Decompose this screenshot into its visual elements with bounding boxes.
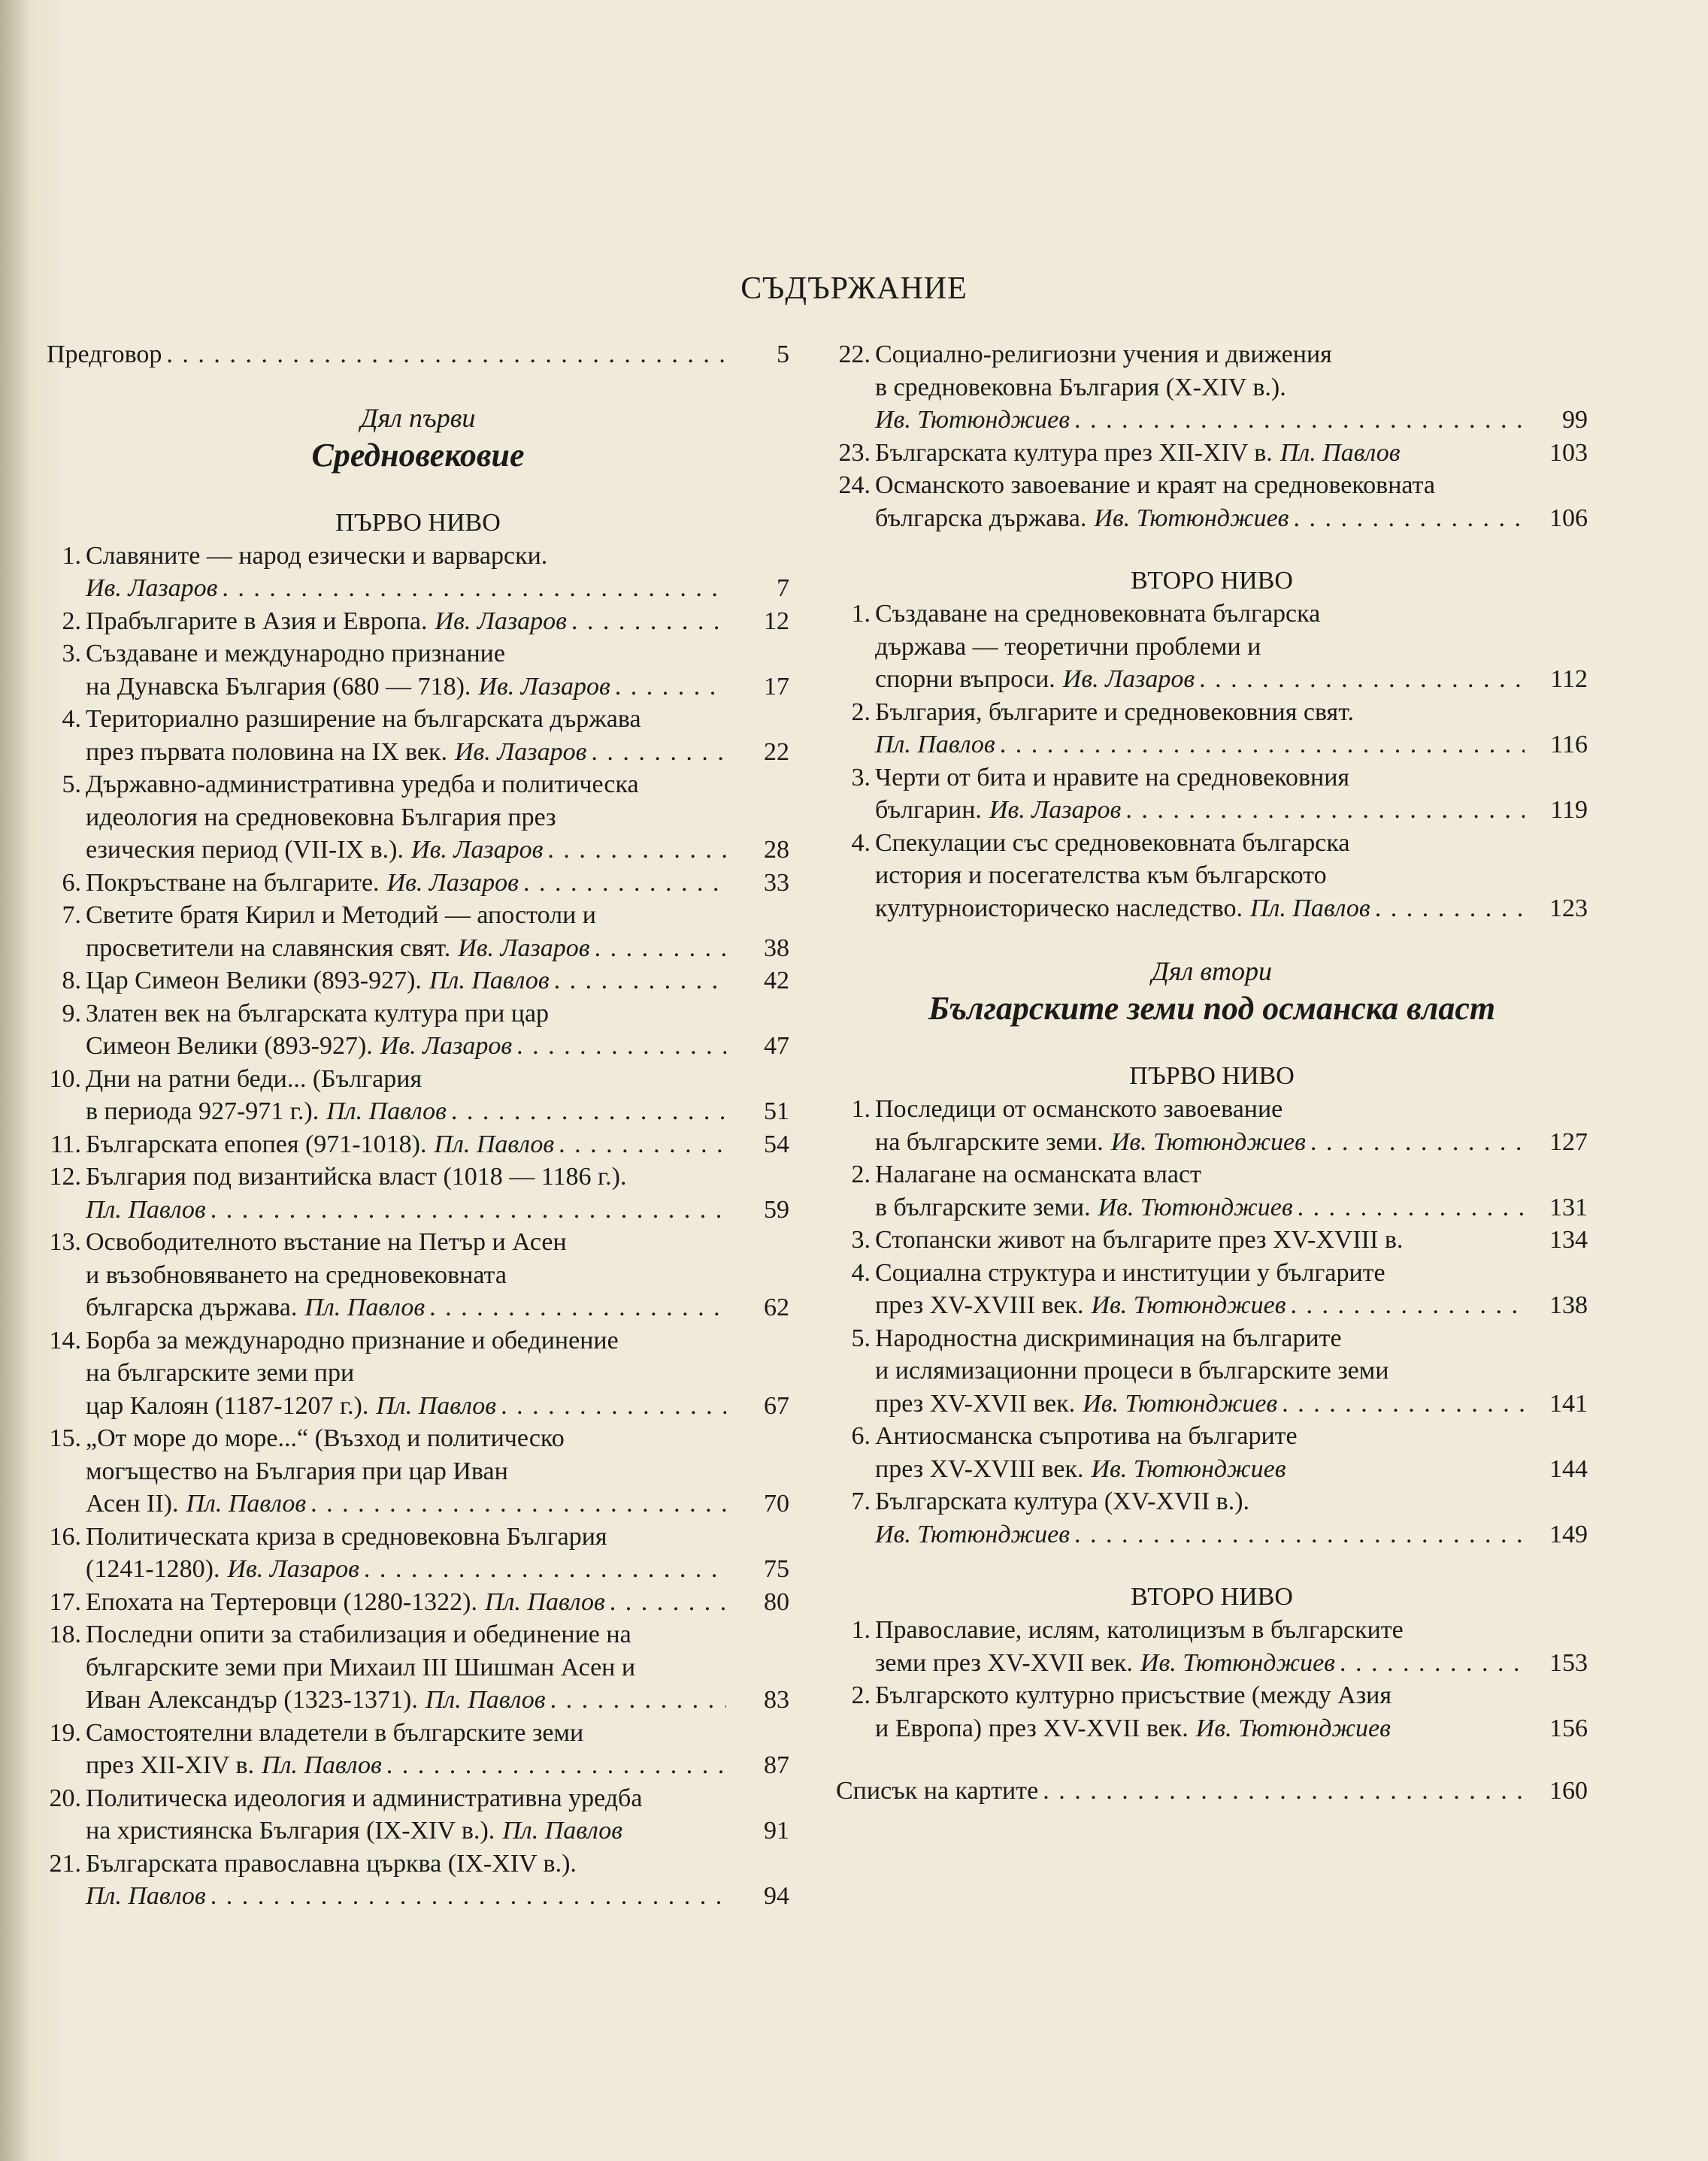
entry-page-number: 138	[1549, 1291, 1588, 1319]
entry-number: 1.	[62, 541, 81, 570]
leader-dots	[386, 1749, 726, 1782]
leader-dots	[1074, 404, 1525, 437]
entry-title-line: през XV-XVIII век.	[875, 1291, 1084, 1319]
entry-author: Ив. Лазаров	[458, 934, 590, 962]
toc-entry[interactable]	[47, 899, 789, 964]
entry-title-line: Асен II).	[86, 1490, 179, 1518]
entry-number: 4.	[851, 828, 871, 857]
entry-title-line: на българските земи.	[875, 1127, 1104, 1156]
leader-dots	[1293, 502, 1525, 535]
entry-number: 2.	[851, 1681, 871, 1709]
leader-dots	[516, 1030, 726, 1063]
entry-number: 21.	[49, 1849, 81, 1878]
entry-title-line: идеология на средновековна България през	[86, 803, 556, 831]
leader-dots	[1074, 1518, 1525, 1551]
toc-entry[interactable]	[47, 1618, 789, 1717]
leader-dots	[523, 867, 726, 900]
level-heading: ПЪРВО НИВО	[1129, 1062, 1295, 1090]
toc-list	[836, 1093, 1588, 1551]
toc-entry[interactable]	[836, 338, 1588, 437]
preface-entry[interactable]	[47, 338, 789, 371]
entry-title-line: Цар Симеон Велики (893-927).	[86, 967, 422, 994]
entry-title-line: Иван Александър (1323-1371).	[86, 1686, 418, 1714]
entry-title-line: езическия период (VII-IX в.).	[86, 836, 404, 864]
entry-author: Ив. Тютюнджиев	[1140, 1648, 1335, 1677]
level-heading: ВТОРО НИВО	[1131, 567, 1293, 595]
entry-author: Пл. Павлов	[875, 731, 995, 758]
entry-title-line: Православие, ислям, католицизъм в българските	[875, 1616, 1404, 1644]
entry-author: Ив. Лазаров	[227, 1555, 359, 1583]
toc-entry[interactable]	[836, 696, 1588, 761]
entry-page-number: 22	[764, 737, 789, 766]
entry-page-number: 119	[1550, 796, 1588, 824]
entry-title-line: българин.	[875, 796, 982, 824]
entry-page-number: 75	[764, 1555, 789, 1583]
entry-page-number: 87	[764, 1751, 789, 1779]
entry-author: Ив. Тютюнджиев	[1091, 1291, 1286, 1319]
entry-page-number: 62	[764, 1294, 789, 1321]
entry-number: 1.	[851, 1616, 871, 1644]
entry-title-line: Политическата криза в средновековна България	[86, 1522, 607, 1551]
entry-title-line: Политическа идеология и административна уредба	[86, 1784, 643, 1812]
entry-page-number: 51	[764, 1097, 789, 1125]
maps-entry[interactable]	[836, 1775, 1588, 1808]
entry-title-line: Дни на ратни беди... (България	[86, 1064, 422, 1093]
toc-entry[interactable]	[836, 1322, 1588, 1421]
entry-title-line: Народностна дискриминация на българите	[875, 1324, 1342, 1352]
toc-entry[interactable]	[47, 997, 789, 1063]
entry-title-line: българска държава.	[875, 504, 1087, 532]
entry-page-number: 141	[1549, 1389, 1588, 1418]
entry-page-number: 131	[1549, 1193, 1588, 1221]
entry-author: Пл. Павлов	[376, 1391, 497, 1420]
toc-entry[interactable]	[47, 1422, 789, 1521]
entry-number: 2.	[851, 1161, 871, 1188]
toc-entry[interactable]	[47, 540, 789, 605]
entry-page-number: 7	[777, 574, 789, 602]
entry-title-line: Светите братя Кирил и Методий — апостоли и	[86, 901, 597, 929]
entry-title-line: Златен век на българската култура при цар	[86, 999, 550, 1028]
entry-author: Пл. Павлов	[86, 1882, 206, 1910]
entry-number: 22.	[838, 340, 871, 368]
entry-number: 7.	[851, 1488, 871, 1515]
entry-title-line: и възобновяването на средновековната	[86, 1261, 507, 1289]
leader-dots	[501, 1390, 726, 1423]
entry-number: 3.	[851, 1226, 871, 1254]
leader-dots	[1199, 663, 1525, 696]
preface-label: Предговор	[47, 340, 162, 368]
entry-title-line: Българската култура през XII-XIV в.	[875, 438, 1273, 467]
entry-title-line: Стопански живот на българите през XV-XVIII в.	[875, 1226, 1404, 1254]
entry-title-line: „От море до море...“ (Възход и политическо	[86, 1424, 565, 1452]
entry-page-number: 112	[1550, 665, 1588, 693]
entry-title-line: Последици от османското завоевание	[875, 1095, 1283, 1123]
entry-page-number: 144	[1549, 1454, 1588, 1483]
entry-author: Ив. Лазаров	[386, 868, 519, 897]
entry-number: 5.	[851, 1324, 871, 1352]
entry-page-number: 67	[764, 1391, 789, 1420]
preface-page: 5	[777, 340, 789, 368]
leader-dots	[1282, 1388, 1525, 1421]
entry-title-line: Черти от бита и нравите на средновековния	[875, 763, 1350, 791]
binding-shadow	[0, 0, 30, 2161]
entry-number: 15.	[49, 1424, 81, 1452]
entry-page-number: 103	[1549, 438, 1588, 467]
entry-title-line: Създаване на средновековната българска	[875, 600, 1321, 628]
level-heading: ВТОРО НИВО	[1131, 1583, 1293, 1611]
entry-number: 1.	[851, 600, 871, 628]
entry-title-line: България, българите и средновековния свят.	[875, 698, 1355, 726]
toc-entry[interactable]	[836, 1158, 1588, 1224]
entry-title-line: Налагане на османската власт	[875, 1161, 1201, 1188]
entry-title-line: спорни въпроси.	[875, 665, 1055, 693]
entry-title-line: Социална структура и институции у българите	[875, 1258, 1385, 1287]
entry-number: 7.	[62, 901, 81, 929]
entry-title-line: в периода 927-971 г.).	[86, 1097, 319, 1125]
entry-page-number: 28	[764, 836, 789, 864]
leader-dots	[166, 338, 726, 371]
toc-entry[interactable]	[836, 1485, 1588, 1551]
entry-number: 4.	[62, 705, 81, 733]
entry-number: 2.	[62, 607, 81, 635]
leader-dots	[1125, 794, 1525, 827]
entry-author: Ив. Лазаров	[435, 607, 567, 635]
entry-page-number: 47	[764, 1032, 789, 1060]
entry-title-line: държава — теоретични проблеми и	[875, 632, 1261, 661]
entry-title-line: могъщество на България при цар Иван	[86, 1457, 508, 1485]
entry-number: 5.	[62, 770, 81, 798]
entry-title-line: през XV-XVII век.	[875, 1389, 1076, 1418]
entry-number: 18.	[49, 1621, 81, 1648]
entry-number: 6.	[851, 1422, 871, 1450]
entry-title-line: Последни опити за стабилизация и обединение на	[86, 1621, 631, 1648]
toc-entry[interactable]	[836, 1224, 1588, 1257]
entry-page-number: 54	[764, 1130, 789, 1158]
entry-author: Пл. Павлов	[1279, 438, 1401, 467]
entry-number: 16.	[49, 1522, 81, 1551]
entry-author: Пл. Павлов	[1249, 894, 1370, 922]
entry-number: 17.	[49, 1587, 81, 1616]
entry-page-number: 123	[1549, 894, 1588, 922]
toc-entry[interactable]	[47, 1324, 789, 1423]
entry-title-line: Славяните — народ езически и варварски.	[86, 541, 548, 570]
entry-title-line: Териториално разширение на българската държава	[86, 705, 641, 733]
leader-dots	[591, 736, 726, 769]
entry-number: 2.	[851, 698, 871, 726]
entry-title-line: в средновековна България (X-XIV в.).	[875, 373, 1286, 401]
right-column	[836, 338, 1588, 1808]
entry-title-line: културноисторическо наследство.	[875, 894, 1243, 922]
leader-dots	[615, 670, 726, 704]
entry-number: 3.	[851, 763, 871, 791]
entry-title-line: и ислямизационни процеси в българските земи	[875, 1357, 1389, 1385]
toc-entry[interactable]	[47, 703, 789, 768]
leader-dots	[550, 1684, 726, 1717]
entry-title-line: Българската епопея (971-1018).	[86, 1130, 427, 1158]
entry-number: 19.	[49, 1718, 81, 1747]
entry-page-number: 38	[764, 934, 789, 962]
leader-dots	[595, 932, 726, 965]
entry-title-line: българските земи при Михаил III Шишман Асен и	[86, 1653, 636, 1681]
entry-title-line: Създаване и международно признание	[86, 640, 505, 667]
entry-author: Ив. Лазаров	[478, 672, 610, 701]
entry-number: 8.	[62, 967, 81, 994]
entry-author: Ив. Тютюнджиев	[875, 406, 1071, 434]
part-title: Средновековие	[311, 436, 525, 474]
entry-page-number: 70	[764, 1490, 789, 1518]
toc-entry[interactable]	[47, 768, 789, 867]
entry-title-line: през XV-XVIII век.	[875, 1454, 1084, 1483]
toc-entry[interactable]	[47, 1063, 789, 1128]
entry-author: Ив. Тютюнджиев	[1091, 1454, 1286, 1483]
leader-dots	[1000, 728, 1525, 761]
maps-label: Списък на картите	[836, 1777, 1039, 1805]
entry-title-line: Борба за международно признание и обединение	[86, 1326, 619, 1354]
toc-entry[interactable]	[47, 1161, 789, 1226]
entry-author: Пл. Павлов	[326, 1097, 447, 1125]
entry-title-line: България под византийска власт (1018 — 1186 г.).	[86, 1163, 627, 1191]
entry-title-line: Прабългарите в Азия и Европа.	[86, 607, 428, 635]
left-column	[47, 338, 789, 1913]
entry-author: Пл. Павлов	[429, 967, 550, 994]
entry-author: Ив. Лазаров	[1062, 665, 1195, 693]
entry-page-number: 80	[764, 1587, 789, 1616]
leader-dots	[1043, 1775, 1525, 1808]
entry-page-number: 91	[764, 1817, 789, 1845]
entry-page-number: 134	[1549, 1226, 1588, 1254]
toc-entry[interactable]	[47, 1717, 789, 1782]
toc-entry[interactable]	[47, 1521, 789, 1586]
leader-dots	[451, 1095, 726, 1128]
entry-title-line: (1241-1280).	[86, 1555, 220, 1583]
entry-author: Ив. Лазаров	[989, 796, 1122, 824]
entry-title-line: Епохата на Тертеровци (1280-1322).	[86, 1587, 478, 1616]
entry-author: Пл. Павлов	[485, 1587, 605, 1616]
toc-entry[interactable]	[47, 964, 789, 997]
entry-page-number: 99	[1562, 406, 1588, 434]
entry-author: Пл. Павлов	[425, 1686, 546, 1714]
toc-entry[interactable]	[836, 598, 1588, 696]
entry-title-line: Държавно-административна уредба и политическа	[86, 770, 639, 798]
part-label: Дял втори	[1152, 956, 1272, 986]
entry-author: Пл. Павлов	[86, 1195, 206, 1224]
entry-number: 23.	[838, 438, 871, 467]
entry-author: Пл. Павлов	[502, 1817, 623, 1845]
leader-dots	[1291, 1289, 1525, 1322]
entry-page-number: 59	[764, 1195, 789, 1224]
toc-entry[interactable]	[47, 1848, 789, 1913]
entry-page-number: 156	[1549, 1714, 1588, 1742]
entry-number: 14.	[49, 1326, 81, 1354]
toc-entry[interactable]	[47, 605, 789, 638]
entry-title-line: Антиосманска съпротива на българите	[875, 1422, 1298, 1450]
toc-entry[interactable]	[836, 1420, 1588, 1485]
entry-author: Ив. Тютюнджиев	[875, 1520, 1071, 1548]
toc-entry[interactable]	[836, 1093, 1588, 1158]
toc-entry[interactable]	[836, 1679, 1588, 1745]
leader-dots	[571, 605, 726, 638]
toc-entry[interactable]	[836, 827, 1588, 925]
entry-page-number: 106	[1549, 504, 1588, 532]
toc-entry[interactable]	[836, 761, 1588, 827]
entry-title-line: Освободителното въстание на Петър и Асен	[86, 1228, 567, 1256]
leader-dots	[610, 1586, 726, 1619]
part-title: Българските земи под османска власт	[928, 990, 1496, 1027]
entry-author: Ив. Тютюнджиев	[1098, 1193, 1293, 1221]
entry-title-line: Покръстване на българите.	[86, 868, 380, 897]
entry-title-line: през XII-XIV в.	[86, 1751, 255, 1779]
leader-dots	[559, 1128, 726, 1161]
toc-entry[interactable]	[836, 1257, 1588, 1322]
leader-dots	[1340, 1647, 1525, 1680]
leader-dots	[222, 572, 726, 605]
entry-page-number: 153	[1549, 1648, 1588, 1677]
entry-title-line: Социално-религиозни учения и движения	[875, 340, 1332, 368]
entry-number: 4.	[851, 1258, 871, 1287]
entry-number: 13.	[49, 1228, 81, 1256]
toc-entry[interactable]	[47, 867, 789, 900]
leader-dots	[547, 834, 726, 867]
entry-title-line: Османското завоевание и краят на средновековната	[875, 471, 1435, 499]
page-title: СЪДЪРЖАНИЕ	[740, 271, 968, 306]
entry-number: 3.	[62, 640, 81, 667]
entry-page-number: 94	[764, 1882, 789, 1910]
leader-dots	[1375, 892, 1525, 925]
entry-author: Пл. Павлов	[434, 1130, 555, 1158]
entry-number: 12.	[49, 1163, 81, 1191]
entry-title-line: история и посегателства към българското	[875, 861, 1327, 889]
entry-page-number: 42	[764, 967, 789, 994]
toc-entry[interactable]	[836, 437, 1588, 470]
entry-page-number: 127	[1549, 1127, 1588, 1156]
entry-title-line: Българското културно присъствие (между Азия	[875, 1681, 1392, 1709]
toc-list	[836, 1614, 1588, 1745]
entry-page-number: 33	[764, 868, 789, 897]
entry-title-line: Спекулации със средновековната българска	[875, 828, 1350, 857]
toc-entry[interactable]	[47, 1128, 789, 1161]
entry-title-line: и Европа) през XV-XVII век.	[875, 1714, 1189, 1742]
toc-entry[interactable]	[47, 637, 789, 703]
entry-page-number: 83	[764, 1686, 789, 1714]
maps-page: 160	[1549, 1777, 1588, 1805]
entry-author: Ив. Тютюнджиев	[1094, 504, 1289, 532]
entry-author: Ив. Лазаров	[86, 574, 218, 602]
entry-title-line: през първата половина на IX век.	[86, 737, 447, 766]
entry-title-line: Самостоятелни владетели в българските земи	[86, 1718, 584, 1747]
entry-page-number: 12	[764, 607, 789, 635]
leader-dots	[364, 1553, 726, 1586]
leader-dots	[310, 1488, 726, 1521]
entry-page-number: 149	[1549, 1520, 1588, 1548]
toc-entry[interactable]	[836, 1614, 1588, 1679]
entry-title-line: просветители на славянския свят.	[86, 934, 451, 962]
entry-author: Ив. Тютюнджиев	[1195, 1714, 1391, 1742]
entry-title-line: на християнска България (IX-XIV в.).	[86, 1817, 495, 1845]
entry-author: Пл. Павлов	[262, 1751, 382, 1779]
entry-author: Ив. Тютюнджиев	[1083, 1389, 1278, 1418]
leader-dots	[210, 1880, 726, 1913]
entry-title-line: на българските земи при	[86, 1359, 355, 1387]
entry-author: Ив. Лазаров	[454, 737, 587, 766]
entry-number: 6.	[62, 868, 81, 897]
part-label: Дял първи	[360, 402, 476, 433]
entry-number: 9.	[62, 999, 81, 1028]
leader-dots	[429, 1291, 726, 1324]
entry-author: Пл. Павлов	[186, 1490, 307, 1518]
entry-title-line: в българските земи.	[875, 1193, 1091, 1221]
entry-title-line: Българската култура (XV-XVII в.).	[875, 1488, 1250, 1515]
entry-author: Ив. Лазаров	[411, 836, 544, 864]
entry-number: 1.	[851, 1095, 871, 1123]
leader-dots	[1298, 1191, 1525, 1224]
entry-title-line: Симеон Велики (893-927).	[86, 1032, 373, 1060]
entry-title-line: Българската православна църква (IX-XIV в.).	[86, 1849, 577, 1878]
entry-title-line: земи през XV-XVII век.	[875, 1648, 1133, 1677]
toc-list	[836, 598, 1588, 925]
leader-dots	[210, 1194, 726, 1227]
level-heading: ПЪРВО НИВО	[335, 508, 501, 537]
entry-title-line: цар Калоян (1187-1207 г.).	[86, 1391, 369, 1420]
entry-author: Ив. Тютюнджиев	[1110, 1127, 1306, 1156]
entry-number: 24.	[838, 471, 871, 499]
entry-page-number: 116	[1550, 731, 1588, 758]
entry-number: 10.	[49, 1064, 81, 1093]
entry-title-line: на Дунавска България (680 — 718).	[86, 672, 471, 701]
leader-dots	[1310, 1126, 1525, 1159]
toc-entry[interactable]	[47, 1782, 789, 1848]
toc-entry[interactable]	[47, 1586, 789, 1619]
entry-author: Пл. Павлов	[304, 1294, 425, 1321]
entry-author: Ив. Лазаров	[380, 1032, 513, 1060]
toc-entry[interactable]	[836, 469, 1588, 534]
toc-entry[interactable]	[47, 1226, 789, 1324]
toc-list	[836, 338, 1588, 534]
leader-dots	[554, 964, 726, 997]
entry-title-line: българска държава.	[86, 1294, 298, 1321]
toc-list	[47, 540, 789, 1913]
entry-number: 20.	[49, 1784, 81, 1812]
entry-number: 11.	[50, 1130, 81, 1158]
entry-page-number: 17	[764, 672, 789, 701]
